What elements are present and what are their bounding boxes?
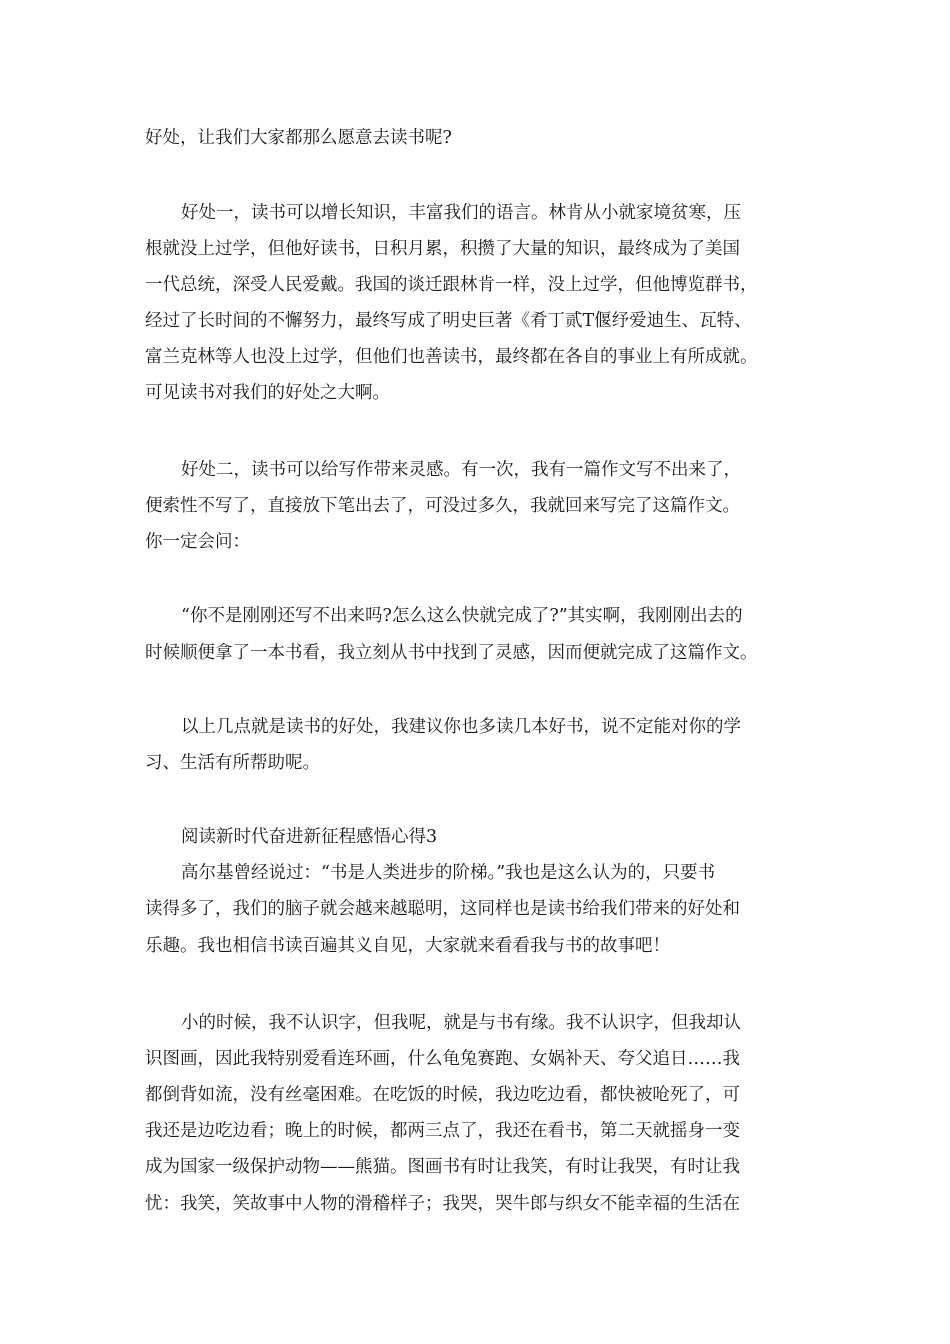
text-line: 成为国家一级保护动物——熊猫。图画书有时让我笑，有时让我哭，有时让我 (145, 1157, 740, 1177)
text-line: 识图画，因此我特别爱看连环画，什么龟兔赛跑、女娲补天、夸父追日……我 (145, 1049, 740, 1069)
text-line: “你不是刚刚还写不出来吗?怎么这么快就完成了?”其实啊，我刚刚出去的 (181, 606, 743, 626)
text-line: 小的时候，我不认识字，但我呢，就是与书有缘。我不认识字，但我却认 (181, 1013, 741, 1033)
text-line: 富兰克林等人也没上过学，但他们也善读书，最终都在各自的事业上有所成就。 (145, 347, 758, 367)
text-line: 好处一，读书可以增长知识，丰富我们的语言。林肯从小就家境贫寒，压 (181, 203, 741, 223)
text-line: 读得多了，我们的脑子就会越来越聪明，这同样也是读书给我们带来的好处和 (145, 899, 740, 919)
text-line: 一代总统，深受人民爱戴。我国的谈迁跟林肯一样，没上过学，但他博览群书， (145, 275, 758, 295)
section-heading: 阅读新时代奋进新征程感悟心得3 (181, 827, 438, 847)
text-line: 好处二，读书可以给写作带来灵感。有一次，我有一篇作文写不出来了， (181, 460, 741, 480)
text-line: 你一定会问： (145, 532, 250, 552)
text-line: 忧：我笑，笑故事中人物的滑稽样子；我哭，哭牛郎与织女不能幸福的生活在 (145, 1194, 740, 1214)
text-line: 根就没上过学，但他好读书，日积月累，积攒了大量的知识，最终成为了美国 (145, 239, 740, 259)
text-line: 我还是边吃边看；晚上的时候，都两三点了，我还在看书，第二天就摇身一变 (145, 1121, 740, 1141)
text-line: 高尔基曾经说过：“书是人类进步的阶梯。”我也是这么认为的，只要书 (181, 863, 716, 883)
text-line: 都倒背如流，没有丝毫困难。在吃饭的时候，我边吃边看，都快被呛死了，可 (145, 1085, 740, 1105)
text-line: 可见读书对我们的好处之大啊。 (145, 383, 390, 403)
text-line: 习、生活有所帮助呢。 (145, 753, 320, 773)
text-line: 乐趣。我也相信书读百遍其义自见，大家就来看看我与书的故事吧！ (145, 936, 670, 956)
text-line: 时候顺便拿了一本书看，我立刻从书中找到了灵感，因而便就完成了这篇作文。 (145, 643, 758, 663)
text-line: 以上几点就是读书的好处，我建议你也多读几本好书，说不定能对你的学 (181, 717, 741, 737)
text-line: 好处，让我们大家都那么愿意去读书呢? (145, 128, 452, 148)
text-line: 经过了长时间的不懈努力，最终写成了明史巨著《肴丁贰T偃纾爱迪生、瓦特、 (145, 311, 752, 331)
text-line: 便索性不写了，直接放下笔出去了，可没过多久，我就回来写完了这篇作文。 (145, 496, 740, 516)
